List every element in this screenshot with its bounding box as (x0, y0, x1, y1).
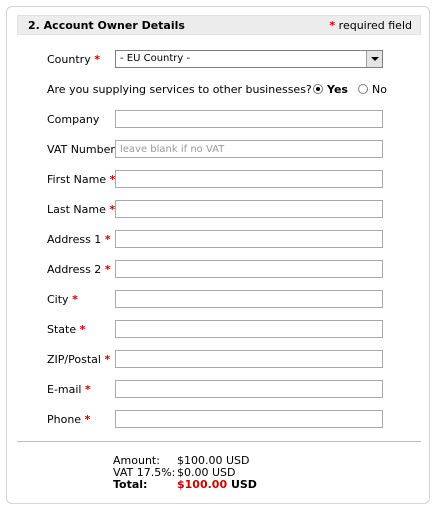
city-field[interactable] (115, 290, 383, 308)
section-title: 2. Account Owner Details (28, 19, 185, 32)
last-name-label: Last Name * (47, 203, 116, 216)
required-field-note (329, 19, 412, 32)
services-radio-group (313, 83, 397, 96)
email-label: E-mail * (47, 383, 91, 396)
company-row (47, 110, 387, 130)
phone-label: Phone * (47, 413, 91, 426)
address1-field[interactable] (115, 230, 383, 248)
vat-row (47, 140, 387, 160)
vat-total-value: $0.00 USD (177, 466, 236, 479)
country-label: Country * (47, 53, 100, 66)
services-no-radio[interactable] (358, 84, 368, 94)
zip-field[interactable] (115, 350, 383, 368)
vat-label: VAT Number (47, 143, 115, 156)
state-field[interactable] (115, 320, 383, 338)
amount-label: Amount: (113, 454, 160, 467)
chevron-down-icon (371, 57, 379, 61)
vat-number-field[interactable] (115, 140, 383, 158)
order-totals (113, 455, 257, 491)
email-field[interactable] (115, 380, 383, 398)
country-select[interactable] (115, 50, 383, 68)
section-header (17, 15, 421, 35)
last-name-row (47, 200, 387, 220)
account-owner-panel (6, 6, 430, 504)
amount-value: $100.00 USD (177, 454, 250, 467)
state-row (47, 320, 387, 340)
state-label: State * (47, 323, 86, 336)
company-label: Company (47, 113, 100, 126)
email-row (47, 380, 387, 400)
country-row (47, 50, 387, 70)
address2-label: Address 2 * (47, 263, 111, 276)
services-yes-label[interactable]: Yes (327, 83, 348, 96)
total-label: Total: (113, 478, 148, 491)
first-name-field[interactable] (115, 170, 383, 188)
country-selected-value: - EU Country - (120, 53, 191, 64)
first-name-label: First Name * (47, 173, 116, 186)
address2-field[interactable] (115, 260, 383, 278)
last-name-field[interactable] (115, 200, 383, 218)
total-line (113, 479, 257, 491)
required-field-text: required field (338, 19, 412, 32)
vat-total-label: VAT 17.5%: (113, 466, 176, 479)
phone-field[interactable] (115, 410, 383, 428)
total-amount: $100.00 (177, 478, 228, 491)
city-label: City * (47, 293, 78, 306)
country-dropdown-button[interactable] (366, 51, 382, 67)
address1-row (47, 230, 387, 250)
zip-row (47, 350, 387, 370)
services-row (47, 80, 427, 100)
zip-label: ZIP/Postal * (47, 353, 111, 366)
address2-row (47, 260, 387, 280)
required-star: * (329, 19, 336, 32)
services-question: Are you supplying services to other businesses? (47, 83, 312, 96)
company-field[interactable] (115, 110, 383, 128)
address1-label: Address 1 * (47, 233, 111, 246)
city-row (47, 290, 387, 310)
total-currency: USD (230, 478, 257, 491)
services-no-label[interactable]: No (371, 83, 387, 96)
services-yes-radio[interactable] (313, 84, 323, 94)
first-name-row (47, 170, 387, 190)
totals-divider (17, 441, 421, 442)
phone-row (47, 410, 387, 430)
